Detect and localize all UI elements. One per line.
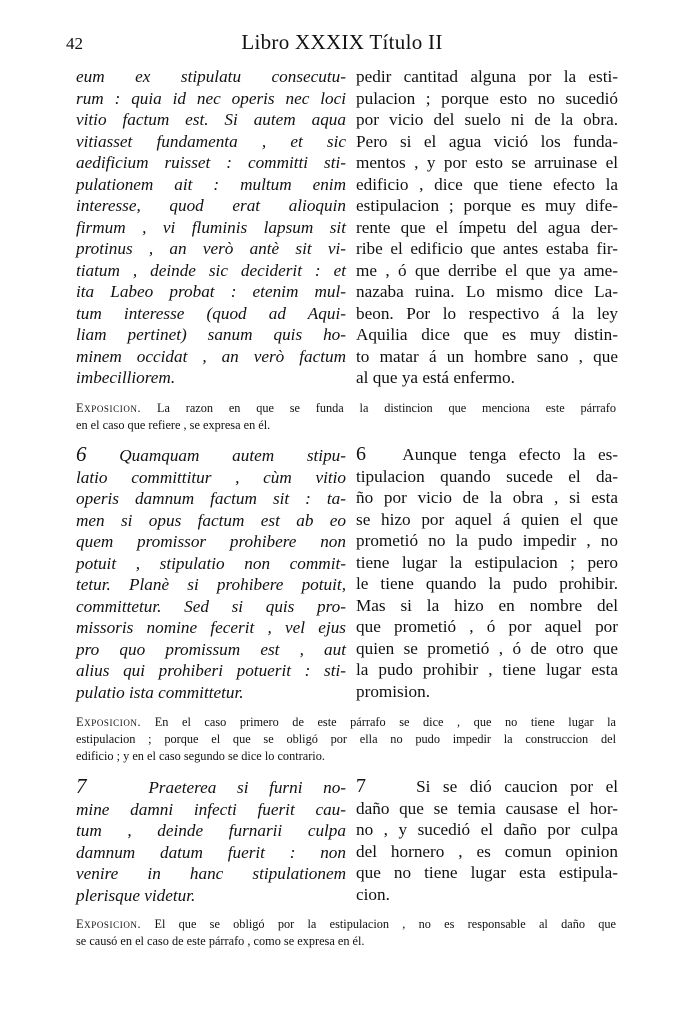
spanish-line: del hornero , es comun opinion <box>356 841 618 861</box>
latin-line: pro quo promissum est , aut <box>76 639 346 659</box>
latin-line: minem occidat , an verò factum <box>76 346 346 366</box>
page-number: 42 <box>66 34 83 53</box>
latin-line: latio committitur , cùm vitio <box>76 467 346 487</box>
exposicion-label: Exposicion. <box>76 401 142 415</box>
latin-line: venire in hanc stipulationem <box>76 864 346 883</box>
latin-line: eum ex stipulatu consecutu- <box>76 67 346 86</box>
paragraph-number: 7 <box>356 775 366 797</box>
latin-text-column <box>76 444 346 703</box>
latin-line: interesse, quod erat alioquin <box>76 196 346 215</box>
paragraph-number: 6 <box>76 442 87 466</box>
spanish-line: no , y sucedió el daño por culpa <box>356 820 618 839</box>
latin-line: quem promissor prohibere non <box>76 532 346 551</box>
spanish-line: tiene lugar la estipulacion ; pero <box>356 552 618 572</box>
running-title: Libro XXXIX Título II <box>241 30 443 54</box>
spanish-line: tipulacion quando sucede el da- <box>356 466 618 486</box>
exposicion-text: La razon en que se funda la distincion que menciona este párrafo <box>156 401 616 415</box>
latin-line: vitio factum est. Si autem aqua <box>76 110 346 129</box>
exposicion-text: en el caso que refiere , se expresa en él. <box>76 418 271 432</box>
spanish-line: quien se prometió , ó de otro que <box>356 638 618 658</box>
latin-line: Quamquam autem stipu- <box>119 446 346 465</box>
latin-line: tiatum , deinde sic deciderit : et <box>76 260 346 280</box>
spanish-line: Aquilia dice que es muy distin- <box>356 325 618 344</box>
spanish-line: por vicio del suelo ni de la obra. <box>356 110 618 129</box>
exposicion-label: Exposicion. <box>76 715 142 729</box>
spanish-text-column <box>356 66 618 389</box>
spanish-line: se hizo por aquel á quien el que <box>356 509 618 529</box>
latin-line: missoris nomine fecerit , vel ejus <box>76 618 346 637</box>
latin-text-column <box>76 66 346 389</box>
latin-line: committetur. Sed si quis pro- <box>76 596 346 616</box>
spanish-line: promision. <box>356 681 431 701</box>
exposicion-text: estipulacion ; porque el que se obligó por ella no pudo impedir la construccion del <box>76 732 616 746</box>
latin-line: plerisque videtur. <box>76 885 196 905</box>
exposicion-text: El que se obligó por la estipulacion , no es responsable al daño que <box>154 917 617 931</box>
spanish-line: ño por vicio de la obra , si esta <box>356 488 618 507</box>
spanish-line: que no tiene lugar esta estipula- <box>356 863 618 882</box>
exposicion-note <box>76 916 616 950</box>
spanish-line: rente que el ímpetu del agua der- <box>356 217 618 237</box>
latin-line: ita Labeo probat : etenim mul- <box>76 282 346 301</box>
spanish-line: Aunque tenga efecto la es- <box>402 445 618 464</box>
spanish-line: le tiene quando la pudo prohibir. <box>356 574 618 593</box>
spanish-line: ribe el edificio que antes estaba fir- <box>356 239 618 258</box>
latin-line: vitiasset fundamenta , et sic <box>76 131 346 151</box>
spanish-line: me , ó que derribe el que ya ame- <box>356 260 618 280</box>
latin-line: Praeterea si furni no- <box>148 778 347 797</box>
latin-line: imbecilliorem. <box>76 368 176 387</box>
spanish-line: Si se dió caucion por el <box>416 777 619 796</box>
latin-line: tum interesse (quod ad Aqui- <box>76 303 346 323</box>
spanish-line: la pudo prohibir , tiene lugar esta <box>356 660 618 679</box>
exposicion-text: En el caso primero de este párrafo se dice , que no tiene lugar la <box>154 715 616 729</box>
latin-line: pulatio ista committetur. <box>76 682 244 702</box>
paragraph-7 <box>66 776 618 910</box>
exposicion-note <box>76 400 616 434</box>
spanish-line: daño que se temia causase el hor- <box>356 798 618 818</box>
exposicion-text: edificio ; y en el caso segundo se dice lo contrario. <box>76 749 325 763</box>
spanish-line: nazaba ruina. Lo mismo dice La- <box>356 282 618 301</box>
spanish-line: to matar á un hombre sano , que <box>356 346 618 366</box>
exposicion-note <box>76 714 616 765</box>
latin-text-column <box>76 776 346 906</box>
latin-line: liam pertinet) sanum quis ho- <box>76 325 346 344</box>
spanish-line: beon. Por lo respectivo á la ley <box>356 303 618 323</box>
latin-line: protinus , an verò antè sit vi- <box>76 239 346 258</box>
latin-line: operis damnum factum sit : ta- <box>76 489 346 508</box>
latin-line: tetur. Planè si prohibere potuit, <box>76 575 346 594</box>
latin-line: potuit , stipulatio non commit- <box>76 553 346 573</box>
spanish-line: al que ya está enfermo. <box>356 368 515 387</box>
latin-line: aedificium ruisset : committi sti- <box>76 153 346 172</box>
latin-line: tum , deinde furnarii culpa <box>76 821 346 840</box>
spanish-line: Mas si la hizo en nombre del <box>356 595 618 615</box>
page-header <box>66 30 618 62</box>
exposicion-text: se causó en el caso de este párrafo , como se expresa en él. <box>76 934 365 948</box>
paragraph-number: 7 <box>76 774 87 798</box>
spanish-line: edificio , dice que tiene efecto la <box>356 174 618 194</box>
latin-line: men si opus factum est ab eo <box>76 510 346 530</box>
exposicion-label: Exposicion. <box>76 917 142 931</box>
latin-line: rum : quia id nec operis nec loci <box>76 88 346 108</box>
latin-line: mine damni infecti fuerit cau- <box>76 799 346 819</box>
latin-line: firmum , vi fluminis lapsum sit <box>76 217 346 237</box>
paragraph-number: 6 <box>356 443 366 465</box>
spanish-line: pulacion ; porque esto no sucedió <box>356 88 618 108</box>
spanish-text-column <box>356 776 618 905</box>
latin-line: pulationem ait : multum enim <box>76 174 346 194</box>
latin-line: alius qui prohiberi potuerit : sti- <box>76 661 346 680</box>
latin-line: damnum datum fuerit : non <box>76 842 346 862</box>
spanish-line: mentos , y por esto se arruinase el <box>356 153 618 172</box>
spanish-text-column <box>356 444 618 702</box>
spanish-line: que prometió , ó por aquel por <box>356 617 618 636</box>
section-continuation <box>66 66 618 396</box>
spanish-line: estipulacion ; porque es muy dife- <box>356 196 618 215</box>
spanish-line: cion. <box>356 884 390 904</box>
paragraph-6 <box>66 444 618 708</box>
spanish-line: prometió no la pudo impedir , no <box>356 531 618 550</box>
spanish-line: pedir cantitad alguna por la esti- <box>356 67 618 86</box>
spanish-line: Pero si el agua vició los funda- <box>356 131 618 151</box>
